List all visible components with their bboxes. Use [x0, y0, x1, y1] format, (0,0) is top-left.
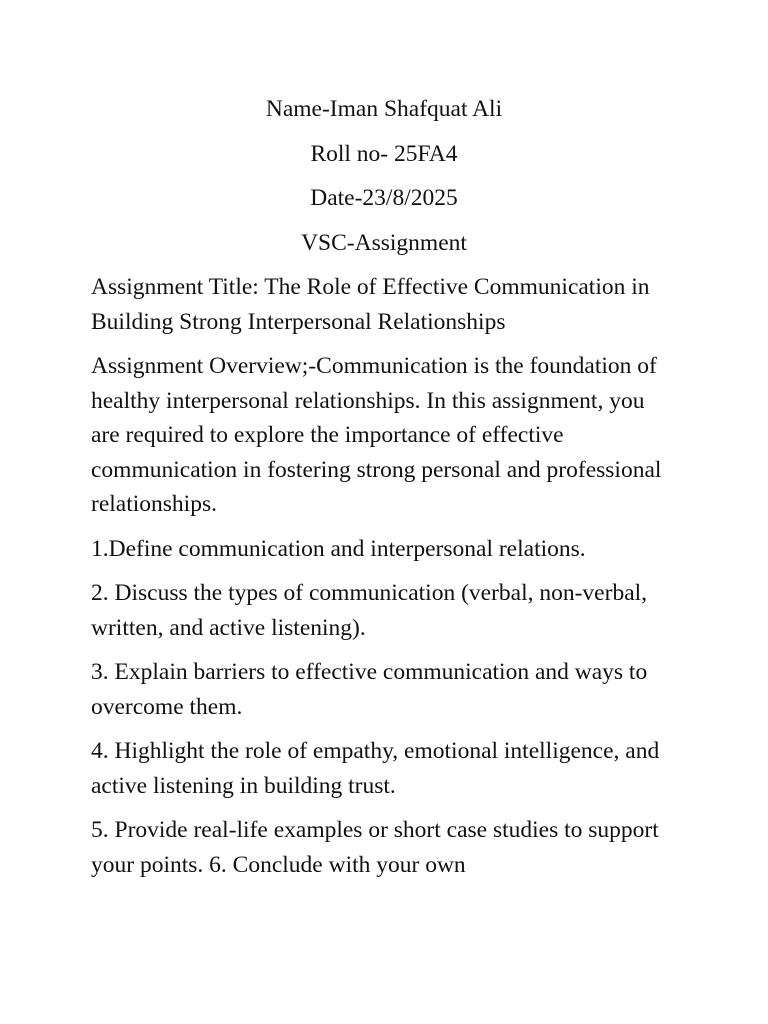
date: Date-23/8/2025: [310, 185, 458, 211]
list-item-1: 1.Define communication and interpersonal relations.: [91, 535, 586, 562]
list-item-5: 5. Provide real-life examples or short case studies to support your points. 6. Conclude with your own: [91, 817, 659, 878]
student-name: Name-Iman Shafquat Ali: [265, 96, 503, 122]
list-item-2: 2. Discuss the types of communication (verbal, non-verbal, written, and active listening).: [91, 580, 648, 641]
roll-number: Roll no- 25FA4: [310, 140, 458, 167]
assignment-overview: Assignment Overview;-Communication is the foundation of healthy interpersonal relationships. In this assignment, you are required to explore the importance of effective communication in fostering strong personal and professional relationships.: [91, 353, 662, 517]
document-page: [91, 92, 677, 892]
list-item-3: 3. Explain barriers to effective communication and ways to overcome them.: [91, 659, 648, 720]
assignment-title: Assignment Title: The Role of Effective Communication in Building Strong Interpersonal Relationships: [91, 274, 650, 335]
course-label: VSC-Assignment: [301, 229, 467, 256]
list-item-4: 4. Highlight the role of empathy, emotional intelligence, and active listening in building trust.: [91, 738, 660, 799]
